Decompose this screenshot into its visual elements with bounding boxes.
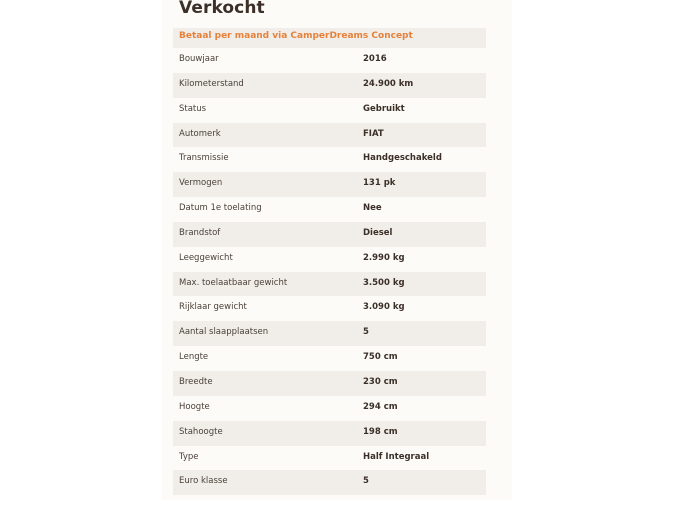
spec-value: 230 cm: [363, 376, 398, 387]
spec-label: Hoogte: [179, 401, 210, 412]
spec-row: [173, 247, 486, 272]
spec-label: Rijklaar gewicht: [179, 302, 247, 313]
spec-label: Euro klasse: [179, 476, 228, 487]
spec-row: [173, 346, 486, 371]
spec-row: [173, 446, 486, 471]
spec-label: Status: [179, 103, 207, 114]
spec-label: Transmissie: [179, 153, 229, 164]
spec-value: Half Integraal: [363, 451, 430, 462]
spec-row: [173, 73, 486, 98]
spec-value: Diesel: [363, 227, 393, 238]
spec-value: 3.090 kg: [363, 302, 405, 313]
spec-value: 2016: [363, 54, 387, 64]
spec-row: [173, 197, 486, 222]
spec-value: 5: [363, 476, 369, 487]
spec-label: Stahoogte: [179, 426, 223, 437]
spec-value: Handgeschakeld: [363, 153, 442, 164]
spec-label: Lengte: [179, 352, 209, 363]
spec-label: Aantal slaapplaatsen: [179, 327, 269, 338]
spec-value: Gebruikt: [363, 103, 405, 114]
spec-value: 2.990 kg: [363, 252, 405, 263]
spec-row: [173, 123, 486, 148]
spec-row: [173, 222, 486, 247]
spec-label: Kilometerstand: [179, 78, 244, 89]
spec-row: [173, 396, 486, 421]
spec-row: [173, 48, 486, 73]
spec-row: [173, 172, 486, 197]
spec-value: Nee: [363, 203, 382, 214]
spec-row: [173, 296, 486, 321]
spec-label: Brandstof: [179, 227, 221, 238]
spec-value: 294 cm: [363, 401, 398, 412]
spec-label: Bouwjaar: [179, 54, 219, 64]
spec-value: 131 pk: [363, 178, 396, 189]
spec-label: Max. toelaatbaar gewicht: [179, 277, 288, 288]
spec-value: 24.900 km: [363, 78, 414, 89]
spec-label: Leeggewicht: [179, 252, 233, 263]
spec-row: [173, 421, 486, 446]
page-title: Verkocht: [179, 0, 265, 18]
spec-value: 750 cm: [363, 352, 398, 363]
spec-value: 5: [363, 327, 369, 338]
spec-row: [173, 272, 486, 297]
spec-label: Automerk: [179, 128, 221, 139]
spec-label: Datum 1e toelating: [179, 203, 262, 214]
spec-value: 3.500 kg: [363, 277, 405, 288]
spec-row: [173, 371, 486, 396]
spec-row: [173, 98, 486, 123]
spec-label: Breedte: [179, 376, 213, 387]
financing-link[interactable]: Betaal per maand via CamperDreams Concept: [179, 31, 413, 41]
financing-banner[interactable]: [173, 28, 486, 48]
spec-row: [173, 470, 486, 495]
spec-row: [173, 321, 486, 346]
spec-row: [173, 147, 486, 172]
spec-label: Type: [179, 451, 199, 462]
spec-value: 198 cm: [363, 426, 398, 437]
spec-label: Vermogen: [179, 178, 223, 189]
specs-table: [173, 48, 486, 495]
spec-value: FIAT: [363, 128, 384, 139]
